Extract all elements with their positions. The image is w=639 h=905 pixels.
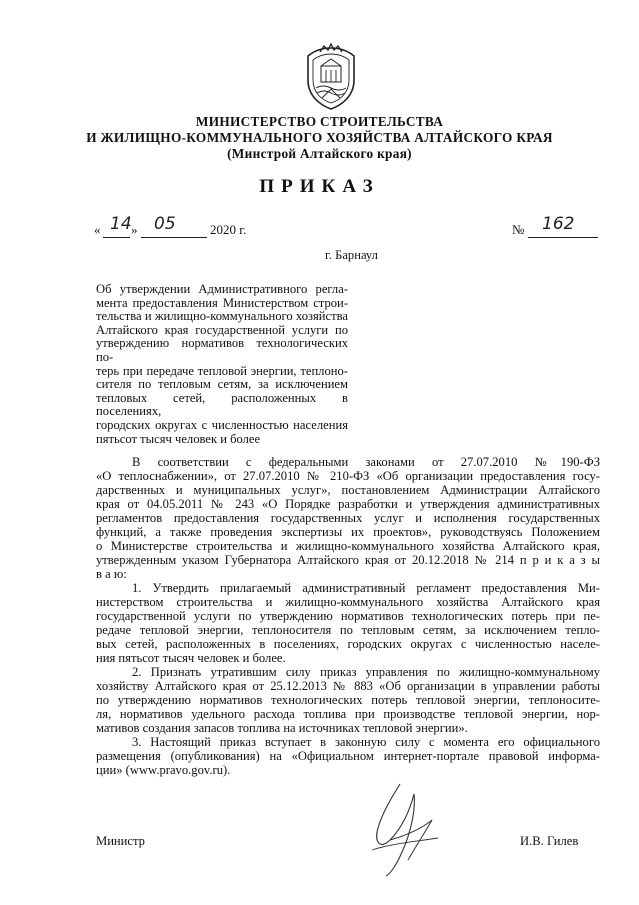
subject-line: сителя по тепловым сетям, за исключением (96, 377, 348, 392)
subject-line: Об утверждении Административного регла- (96, 282, 348, 296)
subject-line: пятьсот тысяч человек и более (96, 431, 261, 446)
body-line: «О теплоснабжении», от 27.07.2010 № 210-ФЗ «Об организации предоставления госу- (96, 469, 600, 483)
date-day: 14 (110, 214, 132, 234)
number-sign: № (512, 222, 525, 237)
body-line: редаче тепловой энергии, теплоносителя по тепловым сетям, за исключением тепло- (96, 623, 600, 637)
body-line: о Министерстве строительства и жилищно-коммунального хозяйства Алтайского края, (96, 539, 600, 553)
date-year: 2020 г. (210, 222, 247, 237)
body-line: ния пятьсот тысяч человек и более. (96, 651, 286, 665)
body-line: 1. Утвердить прилагаемый административный регламент предоставления Ми- (132, 581, 600, 595)
subject-line: тельства и жилищно-коммунального хозяйства (96, 309, 348, 324)
ministry-name-line2: И ЖИЛИЩНО-КОММУНАЛЬНОГО ХОЗЯЙСТВА АЛТАЙСКОГО КРАЯ (86, 130, 553, 145)
date-month-underline (141, 237, 207, 238)
body-line: нистерством строительства и жилищно-коммунального хозяйства Алтайского края (96, 595, 600, 609)
body-line: 2. Признать утратившим силу приказ управления по жилищно-коммунальному (132, 665, 600, 679)
body-line: функций, а также проведения экспертизы их проектов», руководствуясь Положением (96, 525, 600, 539)
body-line: вых сетей, расположенных в поселениях, городских округах с численностью населе- (96, 637, 600, 651)
city: г. Барнаул (325, 248, 378, 262)
ministry-short-name: (Минстрой Алтайского края) (227, 146, 412, 161)
subject-line: утверждению нормативов технологических по- (96, 336, 348, 364)
subject-line: тепловых сетей, расположенных в поселениях, (96, 390, 348, 419)
order-number (512, 214, 602, 240)
signatory-position: Министр (96, 834, 145, 848)
ministry-name-line1: МИНИСТЕРСТВО СТРОИТЕЛЬСТВА (195, 114, 444, 129)
body-line: государственной услуги по утверждению нормативов технологических потерь при пе- (96, 609, 600, 623)
body-line: края от 04.05.2011 № 243 «О Порядке разработки и утверждения административных (96, 497, 600, 511)
date-day-underline (103, 237, 130, 238)
body-line: регламентов предоставления государственных услуг и исполнения государственных (96, 511, 600, 525)
signatory-name: И.В. Гилев (520, 834, 579, 848)
body-line: дарственных и муниципальных услуг», постановлением Администрации Алтайского (96, 483, 600, 497)
number-value: 162 (542, 214, 575, 234)
body-line: размещения (опубликования) на «Официальном интернет-портале правовой информа- (96, 749, 600, 763)
date-open-quote: « (94, 222, 101, 237)
order-subject (96, 283, 348, 446)
body-line: ля, нормативов удельного расхода топлива при производстве тепловой энергии, нор- (96, 707, 600, 721)
number-underline (528, 237, 598, 238)
body-line: мативов создания запасов топлива на источниках тепловой энергии». (96, 721, 468, 735)
body-line: хозяйству Алтайского края от 25.12.2013 № 883 «Об организации в управлении работы (96, 679, 600, 693)
body-line: В соответствии с федеральными законами от 27.07.2010 №190-ФЗ (132, 455, 600, 469)
date-close-quote: » (131, 222, 138, 237)
subject-line: Алтайского края государственной услуги по (96, 322, 348, 337)
subject-line: мента предоставления Министерством строи- (96, 295, 348, 310)
subject-line: терь при передаче тепловой энергии, теплоно- (96, 363, 348, 378)
body-line: в а ю: (96, 567, 127, 581)
body-line: по утверждению нормативов технологических потерь тепловой энергии, теплоносите- (96, 693, 600, 707)
body-line: утвержденным указом Губернатора Алтайского края от 20.12.2018 № 214 п р и к а з ы (96, 553, 600, 567)
subject-line: городских округах с численностью населения (96, 417, 348, 432)
document-type-title: ПРИКАЗ (259, 176, 380, 197)
coat-of-arms-emblem (300, 42, 362, 112)
date-line (94, 214, 294, 240)
handwritten-signature (360, 780, 470, 880)
body-line: ции» (www.pravo.gov.ru). (96, 763, 231, 777)
body-line: 3. Настоящий приказ вступает в законную силу с момента его официального (132, 735, 600, 749)
date-month: 05 (154, 214, 176, 234)
